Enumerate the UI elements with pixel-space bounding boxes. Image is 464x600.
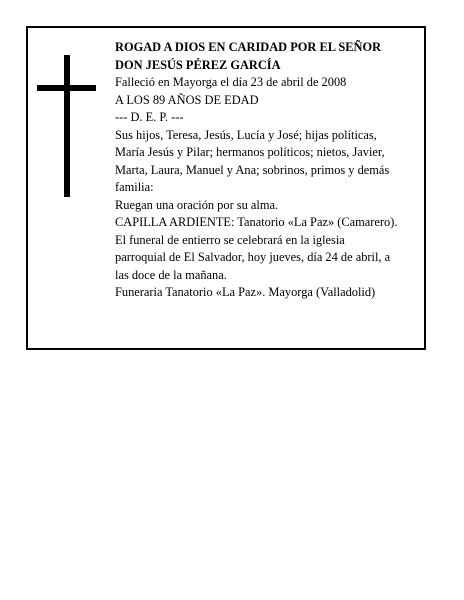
rip-line: --- D. E. P. --- xyxy=(115,110,184,124)
funeral-line-3: las doce de la mañana. xyxy=(115,267,227,282)
prayer-line: Ruegan una oración por su alma. xyxy=(115,197,279,212)
heading-line-1: ROGAD A DIOS EN CARIDAD POR EL SEÑOR xyxy=(115,40,382,54)
cross-vertical-bar xyxy=(64,55,70,197)
chapel-line: CAPILLA ARDIENTE: Tanatorio «La Paz» (Camarero). xyxy=(115,215,398,229)
age-line: A LOS 89 AÑOS DE EDAD xyxy=(115,92,259,107)
family-line-2: María Jesús y Pilar; hermanos políticos; nietos, Javier, xyxy=(115,145,385,159)
heading-line-2: DON JESÚS PÉREZ GARCÍA xyxy=(115,57,281,72)
funeral-line-2: parroquial de El Salvador, hoy jueves, día 24 de abril, a xyxy=(115,250,391,264)
funeral-line-1: El funeral de entierro se celebrará en la iglesia xyxy=(115,232,345,247)
funeral-home-line: Funeraria Tanatorio «La Paz». Mayorga (Valladolid) xyxy=(115,285,376,299)
obituary-text xyxy=(115,39,433,302)
family-line-3: Marta, Laura, Manuel y Ana; sobrinos, primos y demás xyxy=(115,162,390,177)
family-line-4: familia: xyxy=(115,180,154,194)
family-line-1: Sus hijos, Teresa, Jesús, Lucía y José; hijas políticas, xyxy=(115,127,377,142)
cross-horizontal-bar xyxy=(37,85,96,91)
death-info: Falleció en Mayorga el día 23 de abril de 2008 xyxy=(115,75,347,89)
